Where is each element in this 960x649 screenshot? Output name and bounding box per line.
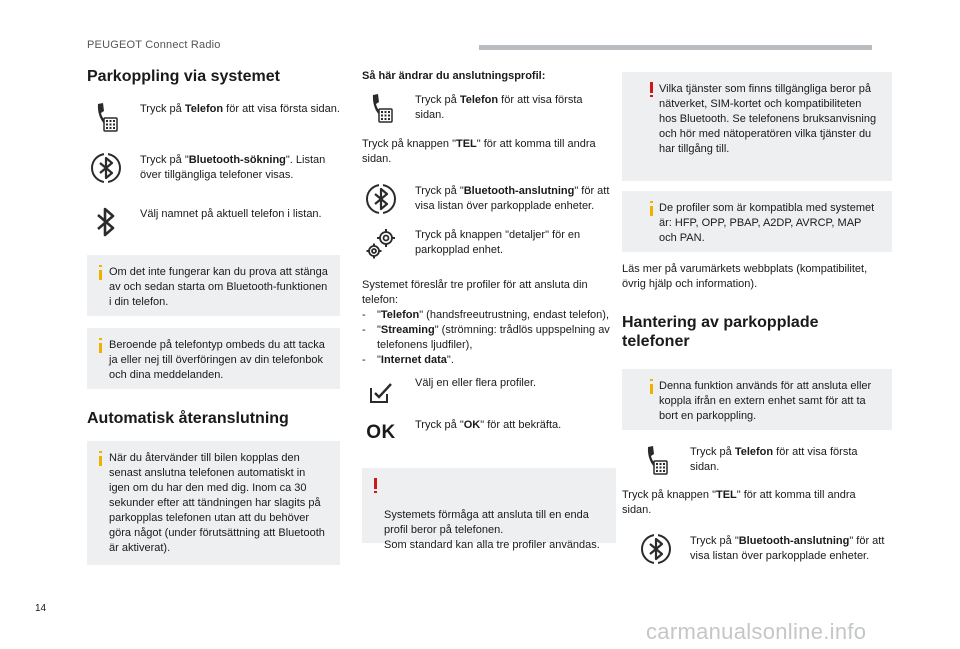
step-phone-text: Tryck på Telefon för att visa första sidan. (415, 94, 583, 121)
step-phone-text: Tryck på Telefon för att visa första sidan. (140, 103, 340, 115)
para-three-profiles: Systemet föreslår tre profiler för att ansluta din telefon: (362, 279, 588, 306)
ok-icon (362, 414, 400, 452)
step-details (362, 224, 616, 262)
bluetooth-search-icon (362, 180, 400, 218)
bluetooth-icon (87, 203, 125, 241)
step-bluetooth-connection-text: Tryck på "Bluetooth-anslutning" för att visa listan över parkopplade enheter. (690, 535, 885, 562)
profile-list (362, 308, 612, 368)
step-phone (622, 441, 892, 479)
column-left (87, 62, 340, 565)
warning-icon (648, 82, 654, 97)
step-phone-text: Tryck på Telefon för att visa första sidan. (690, 446, 858, 473)
section-title-manage-paired: Hantering av parkopplade telefoner (622, 314, 819, 350)
ok-icon-label: OK (366, 422, 396, 443)
step-confirm-ok (362, 414, 616, 452)
header-rule (479, 45, 872, 50)
step-select-profiles-text: Välj en eller flera profiler. (415, 377, 537, 389)
column-right (622, 62, 892, 568)
info-icon (97, 338, 103, 353)
list-item: - "Streaming" (strömning: trådlös uppspelning av telefonens ljudfiler), (362, 324, 610, 351)
para-tel-button: Tryck på knappen "TEL" för att komma till andra sidan. (362, 138, 596, 165)
info-icon (97, 451, 103, 466)
info-icon (648, 201, 654, 216)
info-box-restart-bluetooth: Om det inte fungerar kan du prova att stänga av och sedan starta om Bluetooth-funktionen i din telefon. (87, 255, 340, 316)
phone-icon (362, 89, 400, 127)
info-box-manage-paired: Denna funktion används för att ansluta eller koppla ifrån en extern enhet samt för att ta bort en parkoppling. (622, 369, 892, 430)
info-box-auto-reconnect: När du återvänder till bilen kopplas den senast anslutna telefonen automatiskt in igen om du har den med dig. Inom ca 30 sekunder efter att tändningen har slagits på parkopplas telefonen utan att du behöver göra något (under förutsättning att Bluetooth är aktiverat). (87, 441, 340, 565)
step-bluetooth-connection (622, 530, 892, 568)
step-bluetooth-search-text: Tryck på "Bluetooth-sökning". Listan över tillgängliga telefoner visas. (140, 154, 326, 181)
info-box-profiles: De profiler som är kompatibla med systemet är: HFP, OPP, PBAP, A2DP, AVRCP, MAP och PAN. (622, 191, 892, 252)
bluetooth-search-icon (87, 149, 125, 187)
info-icon (648, 379, 654, 394)
step-phone (87, 98, 340, 136)
page-number: 14 (35, 603, 47, 614)
bluetooth-search-icon (637, 530, 675, 568)
para-tel-button: Tryck på knappen "TEL" för att komma till andra sidan. (622, 489, 856, 516)
warning-box-single-profile: Systemets förmåga att ansluta till en enda profil beror på telefonen. Som standard kan alla tre profiler användas. (362, 468, 616, 543)
column-middle (362, 62, 616, 551)
section-title-pairing: Parkoppling via systemet (87, 68, 280, 85)
step-bluetooth-connection (362, 180, 616, 218)
step-confirm-ok-text: Tryck på "OK" för att bekräfta. (415, 419, 562, 431)
step-details-text: Tryck på knappen "detaljer" för en parkopplad enhet. (415, 229, 581, 256)
warning-box-services: Vilka tjänster som finns tillgängliga beror på nätverket, SIM-kortet och kompatibiliteten hos Bluetooth. Se telefonens bruksanvisning och hör med nätoperatören vilka tjänster du har tillgång till. (622, 72, 892, 181)
step-bluetooth-search (87, 149, 340, 187)
info-icon (97, 265, 103, 280)
running-header: PEUGEOT Connect Radio (87, 39, 221, 51)
list-item: - "Internet data". (362, 354, 454, 366)
step-select-profiles (362, 374, 616, 412)
checkbox-icon (362, 374, 400, 412)
warning-icon (372, 478, 378, 493)
profile-change-title: Så här ändrar du anslutningsprofil: (362, 70, 546, 82)
step-bluetooth-connection-text: Tryck på "Bluetooth-anslutning" för att visa listan över parkopplade enheter. (415, 185, 610, 212)
para-brand-website: Läs mer på varumärkets webbplats (kompatibilitet, övrig hjälp och information). (622, 263, 868, 290)
gear-icon (362, 224, 400, 262)
step-select-phone (87, 203, 340, 241)
step-phone (362, 89, 616, 127)
watermark: carmanualsonline.info (646, 619, 867, 644)
phone-icon (87, 98, 125, 136)
list-item: - "Telefon" (handsfreeutrustning, endast telefon), (362, 309, 610, 321)
step-select-phone-text: Välj namnet på aktuell telefon i listan. (140, 208, 322, 220)
info-box-phonebook-transfer: Beroende på telefontyp ombeds du att tacka ja eller nej till överföringen av din telefonbok och dina meddelanden. (87, 328, 340, 389)
section-title-auto-reconnect: Automatisk återanslutning (87, 410, 289, 427)
phone-icon (637, 441, 675, 479)
